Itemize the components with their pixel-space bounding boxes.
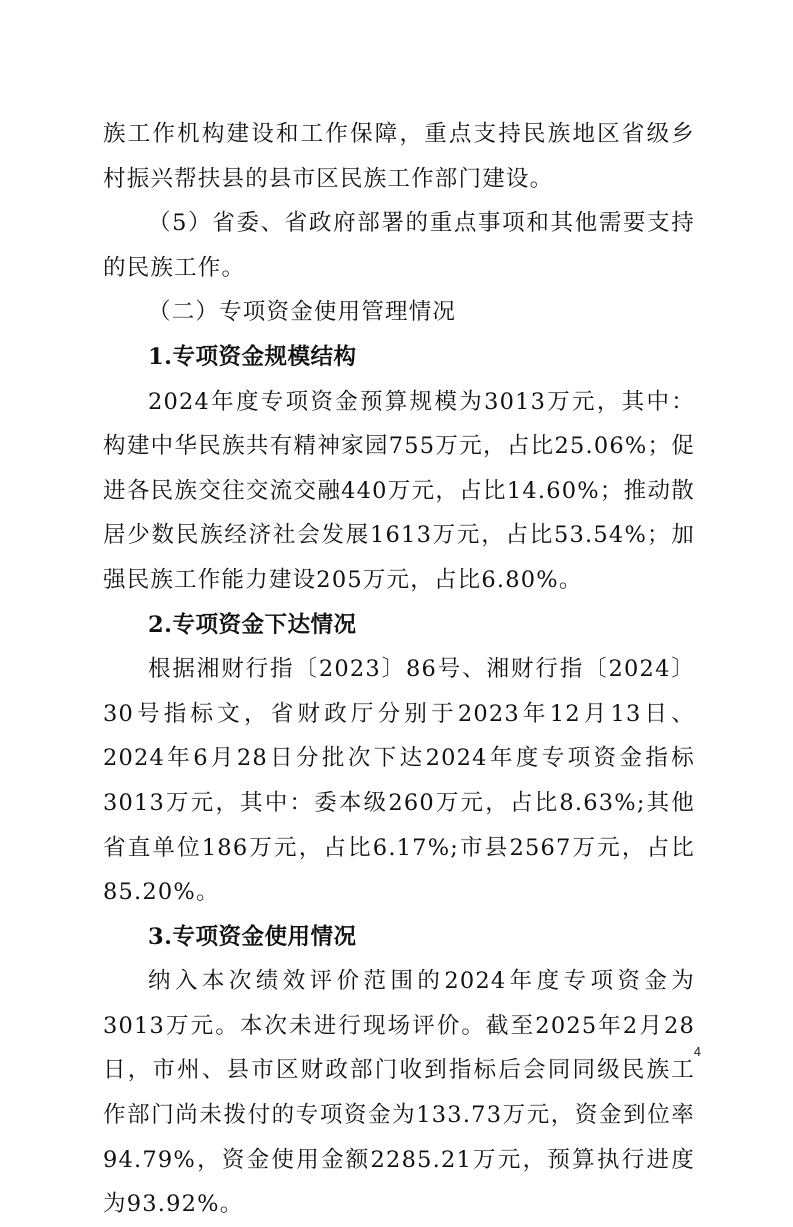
document-body [103, 112, 695, 1227]
section-heading-fund-management: （二）专项资金使用管理情况 [148, 299, 457, 326]
page-number: 4 [693, 1044, 701, 1059]
paragraph-fund-usage: 纳入本次绩效评价范围的2024年度专项资金为3013万元。本次未进行现场评价。截至2025年2月28日，市州、县市区财政部门收到指标后会同同级民族工作部门尚未拨付的专项资金为133.73万元，资金到位率94.79%，资金使用金额2285.21万元，预算执行进度为93.92%。 [103, 968, 695, 1218]
paragraph-item-5: （5）省委、省政府部署的重点事项和其他需要支持的民族工作。 [103, 210, 695, 281]
subheading-fund-scale-structure: 1.专项资金规模结构 [148, 343, 357, 370]
paragraph-fund-allocation: 根据湘财行指〔2023〕86号、湘财行指〔2024〕30号指标文，省财政厅分别于2023年12月13日、2024年6月28日分批次下达2024年度专项资金指标3013万元，其中：委本级260万元，占比8.63%;其他省直单位186万元，占比6.17%;市县2567万元，占比85.20%。 [103, 656, 695, 906]
subheading-fund-allocation: 2.专项资金下达情况 [148, 611, 357, 638]
paragraph-ethnic-work-capacity: 族工作机构建设和工作保障，重点支持民族地区省级乡村振兴帮扶县的县市区民族工作部门建设。 [103, 121, 695, 192]
paragraph-fund-scale: 2024年度专项资金预算规模为3013万元，其中：构建中华民族共有精神家园755万元，占比25.06%；促进各民族交往交流交融440万元，占比14.60%；推动散居少数民族经济社会发展1613万元，占比53.54%；加强民族工作能力建设205万元，占比6.80%。 [103, 388, 695, 593]
subheading-fund-usage: 3.专项资金使用情况 [148, 923, 357, 950]
